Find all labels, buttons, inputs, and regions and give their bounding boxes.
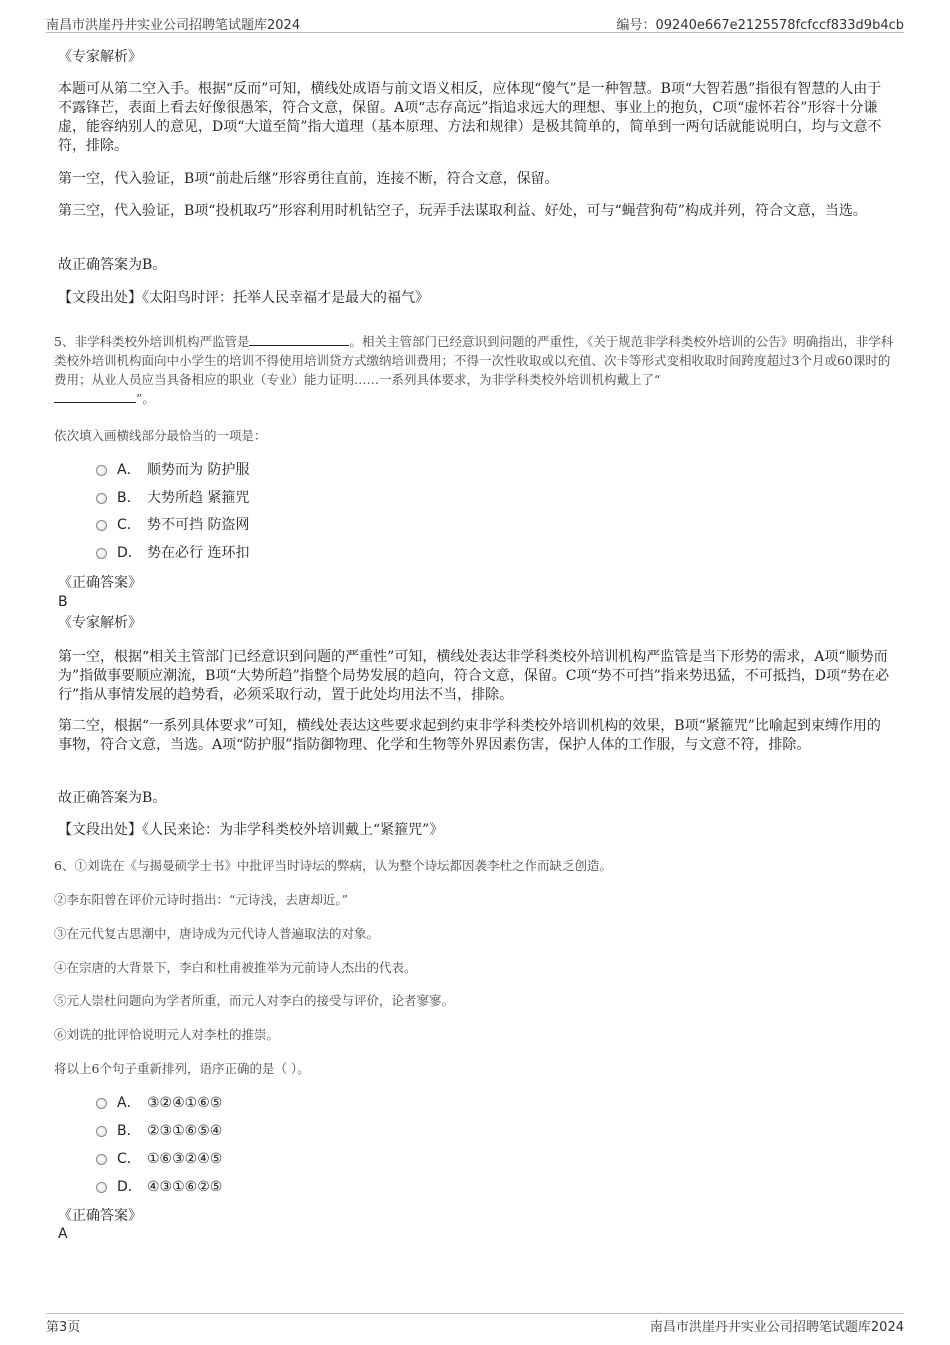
q6-sentence-4: ④在宗唐的大背景下，李白和杜甫被推举为元前诗人杰出的代表。 <box>54 960 417 975</box>
page-number: 第3页 <box>46 1320 81 1335</box>
q5-option-c[interactable]: C． 势不可挡 防盗网 <box>96 515 249 535</box>
q6-option-c[interactable]: C． ①⑥③②④⑤ <box>96 1149 222 1169</box>
radio-icon[interactable] <box>96 1154 107 1165</box>
q5-source: 【文段出处】《人民来论：为非学科类校外培训戴上“紧箍咒”》 <box>58 822 444 838</box>
q6-sentence-5: ⑤元人崇杜问题向为学者所重，而元人对李白的接受与评价，论者寥寥。 <box>54 993 455 1008</box>
radio-icon[interactable] <box>96 1126 107 1137</box>
q5-option-b[interactable]: B． 大势所趋 紧箍咒 <box>96 488 249 508</box>
radio-icon[interactable] <box>96 465 107 476</box>
q5-analysis-title: 《专家解析》 <box>58 615 142 631</box>
q6-option-d[interactable]: D． ④③①⑥②⑤ <box>96 1177 222 1197</box>
q5-prompt: 依次填入画横线部分最恰当的一项是： <box>54 428 267 443</box>
q6-sentence-3: ③在元代复古思潮中，唐诗成为元代诗人普遍取法的对象。 <box>54 926 380 941</box>
radio-icon[interactable] <box>96 520 107 531</box>
header-title: 南昌市洪崖丹井实业公司招聘笔试题库2024 <box>46 18 301 33</box>
q5-stem-c: ”。 <box>136 391 155 406</box>
q5-option-d[interactable]: D． 势在必行 连环扣 <box>96 543 249 563</box>
q6-option-a[interactable]: A． ③②④①⑥⑤ <box>96 1093 222 1113</box>
q5-stem <box>54 332 894 408</box>
q5-analysis-p3: 故正确答案为B。 <box>58 790 167 806</box>
q4-analysis-title: 《专家解析》 <box>58 49 142 65</box>
q5-analysis-p1: 第一空，根据“相关主管部门已经意识到问题的严重性”可知，横线处表达非学科类校外培训机构严监管是当下形势的需求，A项“顺势而为”指做事要顺应潮流，B项“大势所趋”指整个局势发展的趋向，符合文意，保留。C项“势不可挡”指来势迅猛，不可抵挡，D项“势在必行”指从事情发展的趋势看，必须采取行动，置于此处均用法不当，排除。 <box>58 649 890 703</box>
q6-answer-title: 《正确答案》 <box>58 1208 142 1224</box>
q6-sentence-2: ②李东阳曾在评价元诗时指出：“元诗浅，去唐却近。” <box>54 892 349 907</box>
radio-icon[interactable] <box>96 1098 107 1109</box>
q4-analysis-p4: 故正确答案为B。 <box>58 257 167 273</box>
q4-analysis-p3: 第三空，代入验证，B项“投机取巧”形容利用时机钻空子，玩弄手法谋取利益、好处，可与“蝇营狗苟”构成并列，符合文意，当选。 <box>58 203 867 219</box>
q5-answer: B <box>58 594 68 610</box>
q5-answer-title: 《正确答案》 <box>58 575 142 591</box>
q6-prompt: 将以上6个句子重新排列，语序正确的是（ ）。 <box>54 1061 310 1076</box>
q5-option-a[interactable]: A． 顺势而为 防护服 <box>96 460 249 480</box>
q4-analysis-p2: 第一空，代入验证，B项“前赴后继”形容勇往直前，连接不断，符合文意，保留。 <box>58 171 559 187</box>
q6-answer: A <box>58 1226 68 1242</box>
q5-blank-2 <box>54 390 136 403</box>
header-doc-id: 编号：09240e667e2125578fcfccf833d9b4cb <box>616 18 904 33</box>
q6-sentence-1: 6、①刘诜在《与揭曼硕学士书》中批评当时诗坛的弊病，认为整个诗坛都因袭李杜之作而缺乏创造。 <box>54 858 612 873</box>
q6-sentence-6: ⑥刘诜的批评恰说明元人对李杜的推崇。 <box>54 1027 280 1042</box>
radio-icon[interactable] <box>96 493 107 504</box>
q4-source: 【文段出处】《太阳鸟时评：托举人民幸福才是最大的福气》 <box>58 290 429 306</box>
q5-stem-b: 。相关主管部门已经意识到问题的严重性，《关于规范非学科类校外培训的公告》明确指出，非学科类校外培训机构面向中小学生的培训不得使用培训贷方式缴纳培训费用；不得一次性收取或以充值、次卡等形式变相收取时间跨度超过3个月或60课时的费用；从业人员应当具备相应的职业（专业）能力证明……一系列具体要求，为非学科类校外培训机构戴上了“ <box>54 334 894 387</box>
q5-blank-1 <box>249 333 349 346</box>
radio-icon[interactable] <box>96 548 107 559</box>
page-header <box>46 14 904 33</box>
page-footer <box>46 1313 904 1334</box>
q5-stem-a: 5、非学科类校外培训机构严监管是 <box>54 334 250 349</box>
q5-analysis-p2: 第二空，根据“一系列具体要求”可知，横线处表达这些要求起到约束非学科类校外培训机构的效果，B项“紧箍咒”比喻起到束缚作用的事物，符合文意，当选。A项“防护服”指防御物理、化学和生物等外界因素伤害，保护人体的工作服，与文意不符，排除。 <box>58 718 881 753</box>
footer-title: 南昌市洪崖丹井实业公司招聘笔试题库2024 <box>649 1320 904 1335</box>
radio-icon[interactable] <box>96 1182 107 1193</box>
q4-analysis-p1: 本题可从第二空入手。根据“反而”可知，横线处成语与前文语义相反，应体现“傻气”是一种智慧。B项“大智若愚”指很有智慧的人由于不露锋芒，表面上看去好像很愚笨，符合文意，保留。A项“志存高远”指追求远大的理想、事业上的抱负，C项“虚怀若谷”形容十分谦虚，能容纳别人的意见，D项“大道至简”指大道理（基本原理、方法和规律）是极其简单的，简单到一两句话就能说明白，均与文意不符，排除。 <box>58 81 882 154</box>
q6-option-b[interactable]: B． ②③①⑥⑤④ <box>96 1121 222 1141</box>
